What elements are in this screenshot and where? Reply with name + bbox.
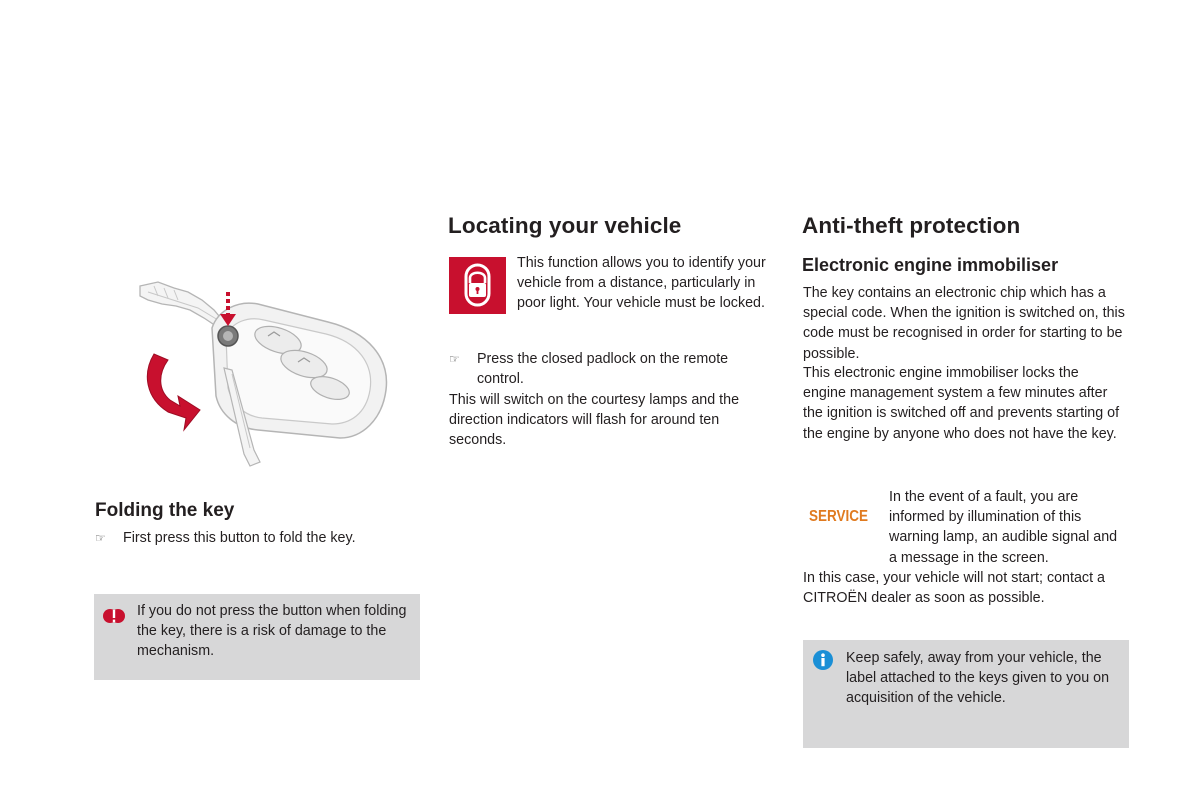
folding-key-heading: Folding the key [95, 500, 235, 521]
padlock-icon [449, 257, 506, 314]
immobiliser-para2: This electronic engine immobiliser locks the engine management system a few minutes after the ignition is switched off and prevents starting of the engine by anyone who does not have the key. [803, 365, 1120, 442]
info-icon [813, 650, 833, 675]
warning-note [94, 594, 420, 680]
service-fault-text: In the event of a fault, you are informed by illumination of this warning lamp, an audible signal and a message in the screen. [889, 489, 1118, 566]
pointing-hand-icon: ☞ [95, 531, 106, 545]
immobiliser-subheading: Electronic engine immobiliser [802, 255, 1059, 275]
service-warning-lamp [808, 502, 870, 526]
folding-key-bullet-text: First press this button to fold the key. [123, 530, 356, 546]
warning-text: If you do not press the button when folding the key, there is a risk of damage to the mechanism. [137, 603, 407, 660]
key-illustration [128, 270, 408, 480]
info-note [803, 640, 1129, 748]
pointing-hand-icon: ☞ [449, 352, 460, 366]
service-label: SERVICE [809, 508, 869, 525]
locating-heading: Locating your vehicle [448, 213, 682, 238]
warning-icon [103, 606, 125, 631]
locating-bullet-text: Press the closed padlock on the remote control. [477, 351, 729, 388]
anti-theft-heading: Anti-theft protection [802, 213, 1021, 238]
immobiliser-para1: The key contains an electronic chip which has a special code. When the ignition is switched on, this code must be recognised in order for starting to be possible. [803, 285, 1125, 362]
info-text: Keep safely, away from your vehicle, the label attached to the keys given to you on acquisition of the vehicle. [846, 650, 1110, 707]
locating-instruction [449, 349, 761, 389]
folding-key-instruction [95, 528, 415, 548]
locating-result: This will switch on the courtesy lamps and the direction indicators will flash for around ten seconds. [449, 392, 740, 449]
service-contact-text: In this case, your vehicle will not start; contact a CITROËN dealer as soon as possible. [803, 570, 1105, 607]
locating-intro: This function allows you to identify your vehicle from a distance, particularly in poor light. Your vehicle must be locked. [517, 255, 766, 312]
folding-key-illustration [128, 270, 408, 480]
